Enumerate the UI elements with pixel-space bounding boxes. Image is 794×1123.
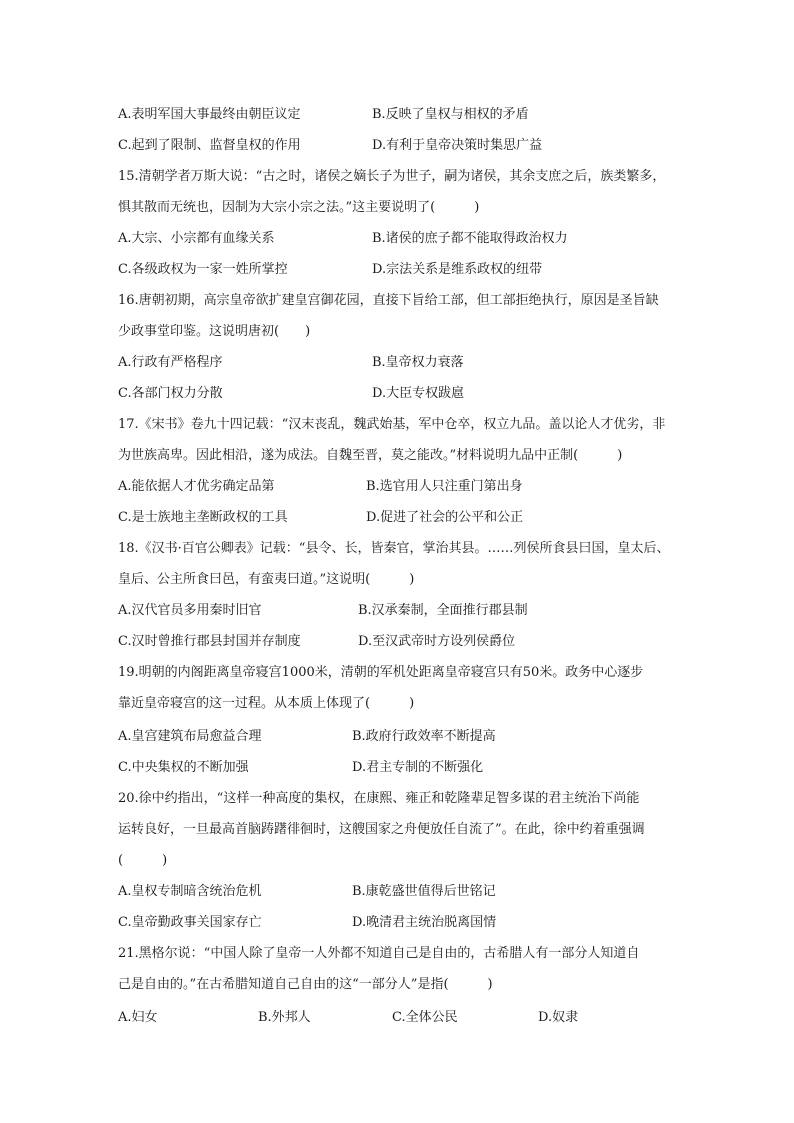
q18-option-d: D.至汉武帝时方设列侯爵位 — [358, 634, 516, 649]
q14-option-b: B.反映了皇权与相权的矛盾 — [372, 107, 529, 122]
q21-option-d: D.奴隶 — [538, 1010, 579, 1025]
q20-option-c: C.皇帝勤政事关国家存亡 — [118, 915, 262, 930]
q18-option-a: A.汉代官员多用秦时旧官 — [118, 603, 262, 618]
q19-option-c: C.中央集权的不断加强 — [118, 760, 249, 775]
q17-option-c: C.是士族地主垄断政权的工具 — [118, 510, 288, 525]
q21-option-c: C.全体公民 — [392, 1010, 458, 1025]
q18-row-1 — [118, 601, 678, 621]
q16-option-b: B.皇帝权力衰落 — [372, 355, 464, 370]
q20-stem-line-2: 运转良好，一旦最高首脑踌躇徘徊时，这艘国家之舟便放任自流了”。在此，徐中约着重强调 — [118, 822, 645, 837]
q20-option-a: A.皇权专制暗含统治危机 — [118, 884, 262, 899]
q17-option-d: D.促进了社会的公平和公正 — [366, 510, 524, 525]
q18-stem-line-1: 18.《汉书·百官公卿表》记载：“县令、长，皆秦官，掌治其县。……列侯所食县曰国，皇太后、 — [118, 541, 670, 556]
q20-option-d: D.晚清君主统治脱离国情 — [352, 915, 497, 930]
q15-option-b: B.诸侯的庶子都不能取得政治权力 — [372, 231, 568, 246]
q16-row-1 — [118, 353, 678, 373]
q15-row-2 — [118, 260, 678, 280]
q19-option-b: B.政府行政效率不断提高 — [352, 729, 496, 744]
q19-option-a: A.皇宫建筑布局愈益合理 — [118, 729, 262, 744]
q17-option-a: A.能依据人才优劣确定品第 — [118, 479, 275, 494]
q16-option-a: A.行政有严格程序 — [118, 355, 223, 370]
q15-stem-line-2: 惧其散而无统也，因制为大宗小宗之法。”这主要说明了( ) — [118, 200, 480, 215]
q21-row-1 — [118, 1008, 678, 1028]
q19-row-1 — [118, 727, 678, 747]
q19-row-2 — [118, 758, 678, 778]
q14-option-c: C.起到了限制、监督皇权的作用 — [118, 138, 301, 153]
q14-row-1 — [118, 105, 678, 125]
q17-option-b: B.选官用人只注重门第出身 — [366, 479, 523, 494]
q17-stem-line-1: 17.《宋书》卷九十四记载：“汉末丧乱，魏武始基，军中仓卒，权立九品。盖以论人才优劣，非 — [118, 417, 666, 432]
q20-stem-line-3: ( ) — [118, 853, 168, 868]
q16-option-c: C.各部门权力分散 — [118, 386, 223, 401]
q20-row-1 — [118, 882, 678, 902]
q15-row-1 — [118, 229, 678, 249]
q18-option-b: B.汉承秦制，全面推行郡县制 — [358, 603, 528, 618]
q15-stem-line-1: 15.清朝学者万斯大说：“古之时，诸侯之嫡长子为世子，嗣为诸侯，其余支庶之后，族类繁多， — [118, 169, 666, 184]
q19-stem-line-1: 19.明朝的内阁距离皇帝寝宫1000米，清朝的军机处距离皇帝寝宫只有50米。政务中心逐步 — [118, 665, 644, 680]
q21-stem-line-2: 己是自由的。”在古希腊知道自己自由的这“一部分人”是指( ) — [118, 977, 493, 992]
q17-row-1 — [118, 477, 678, 497]
q16-row-2 — [118, 384, 678, 404]
q21-option-a: A.妇女 — [118, 1010, 158, 1025]
q18-option-c: C.汉时曾推行郡县封国并存制度 — [118, 634, 301, 649]
q18-stem-line-2: 皇后、公主所食曰邑，有蛮夷曰道。”这说明( ) — [118, 572, 415, 587]
q15-option-c: C.各级政权为一家一姓所掌控 — [118, 262, 288, 277]
q15-option-a: A.大宗、小宗都有血缘关系 — [118, 231, 275, 246]
q21-stem-line-1: 21.黑格尔说：“中国人除了皇帝一人外都不知道自己是自由的，古希腊人有一部分人知道自 — [118, 946, 640, 961]
q21-option-b: B.外邦人 — [258, 1010, 311, 1025]
q18-row-2 — [118, 632, 678, 652]
q14-option-d: D.有利于皇帝决策时集思广益 — [372, 138, 543, 153]
q19-option-d: D.君主专制的不断强化 — [352, 760, 484, 775]
q14-row-2 — [118, 136, 678, 156]
q20-row-2 — [118, 913, 678, 933]
q16-option-d: D.大臣专权跋扈 — [372, 386, 465, 401]
q14-option-a: A.表明军国大事最终由朝臣议定 — [118, 107, 301, 122]
q17-row-2 — [118, 508, 678, 528]
q15-option-d: D.宗法关系是维系政权的纽带 — [372, 262, 543, 277]
q20-stem-line-1: 20.徐中约指出，“这样一种高度的集权，在康熙、雍正和乾隆辈足智多谋的君主统治下尚能 — [118, 791, 640, 806]
q16-stem-line-2: 少政事堂印鉴。这说明唐初( ) — [118, 324, 311, 339]
q17-stem-line-2: 为世族高卑。因此相沿，遂为成法。自魏至晋，莫之能改。”材料说明九品中正制( ) — [118, 448, 623, 463]
q16-stem-line-1: 16.唐朝初期，高宗皇帝欲扩建皇宫御花园，直接下旨给工部，但工部拒绝执行，原因是圣旨缺 — [118, 293, 659, 308]
q19-stem-line-2: 靠近皇帝寝宫的这一过程。从本质上体现了( ) — [118, 696, 415, 711]
q20-option-b: B.康乾盛世值得后世铭记 — [352, 884, 496, 899]
